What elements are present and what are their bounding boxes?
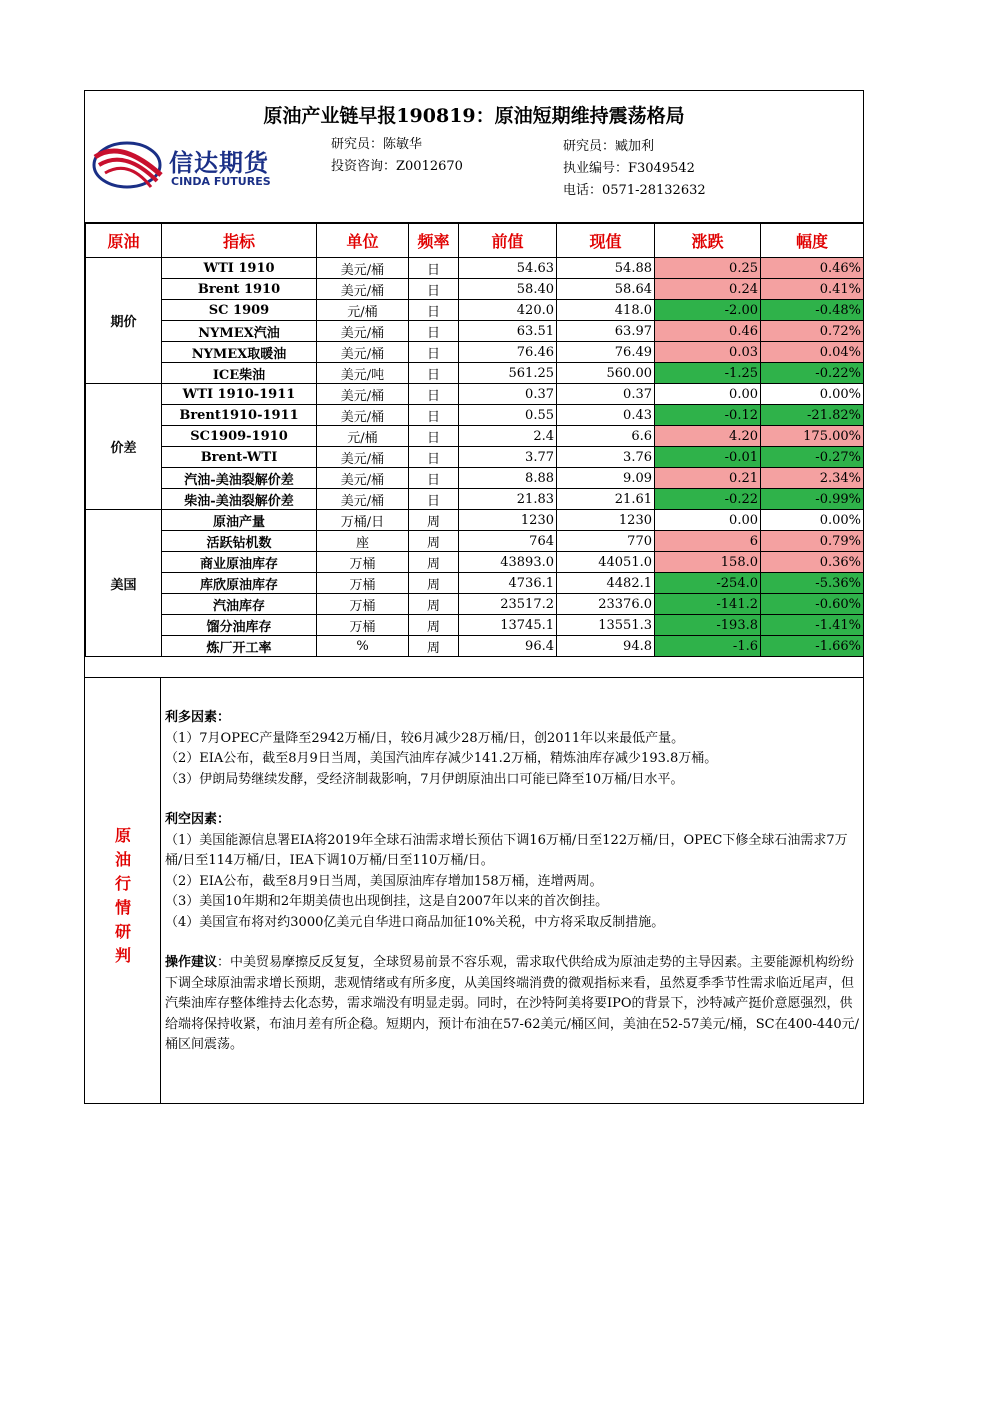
- analysis-category-label: 原油行情研判: [114, 826, 131, 965]
- header-unit: 单位: [317, 224, 409, 258]
- percent-cell: -21.82%: [761, 405, 864, 426]
- change-cell: 0.00: [655, 510, 761, 531]
- analyst-license: 执业编号：F3049542: [563, 161, 695, 176]
- table-row: [86, 468, 864, 489]
- change-cell: 0.46: [655, 321, 761, 342]
- frequency-cell: 周: [409, 615, 459, 636]
- table-body: [86, 258, 864, 657]
- category-cell: 期价: [86, 258, 162, 384]
- frequency-cell: 日: [409, 426, 459, 447]
- change-cell: 0.03: [655, 342, 761, 363]
- indicator-cell: 馏分油库存: [162, 615, 317, 636]
- change-cell: -1.25: [655, 363, 761, 384]
- indicator-cell: WTI 1910-1911: [162, 384, 317, 405]
- previous-value-cell: 63.51: [459, 321, 557, 342]
- previous-value-cell: 420.0: [459, 300, 557, 321]
- table-header-row: [86, 224, 864, 258]
- previous-value-cell: 2.4: [459, 426, 557, 447]
- analyst-name: 研究员：臧加利: [563, 139, 655, 154]
- table-row: [86, 426, 864, 447]
- category-cell: 美国: [86, 510, 162, 657]
- indicator-cell: Brent-WTI: [162, 447, 317, 468]
- change-cell: -0.01: [655, 447, 761, 468]
- percent-cell: -0.60%: [761, 594, 864, 615]
- current-value-cell: 76.49: [557, 342, 655, 363]
- indicator-cell: ICE柴油: [162, 363, 317, 384]
- change-cell: -0.22: [655, 489, 761, 510]
- logo-text: 信达期货: [169, 149, 269, 177]
- indicator-cell: 柴油-美油裂解价差: [162, 489, 317, 510]
- current-value-cell: 3.76: [557, 447, 655, 468]
- bearish-item: （1）美国能源信息署EIA将2019年全球石油需求增长预估下调16万桶/日至122万桶/日，OPEC下修全球石油需求7万桶/日至114万桶/日，IEA下调10万桶/日至110万桶/日。: [165, 832, 848, 868]
- current-value-cell: 1230: [557, 510, 655, 531]
- previous-value-cell: 4736.1: [459, 573, 557, 594]
- table-row: [86, 531, 864, 552]
- header-current: 现值: [557, 224, 655, 258]
- unit-cell: 美元/桶: [317, 447, 409, 468]
- bearish-title: 利空因素：: [165, 812, 231, 827]
- header-frequency: 频率: [409, 224, 459, 258]
- analyst-phone: 电话：0571-28132632: [563, 183, 706, 198]
- report-title: 原油产业链早报190819：原油短期维持震荡格局: [263, 105, 685, 127]
- current-value-cell: 94.8: [557, 636, 655, 657]
- frequency-cell: 日: [409, 342, 459, 363]
- frequency-cell: 周: [409, 552, 459, 573]
- change-cell: -193.8: [655, 615, 761, 636]
- frequency-cell: 日: [409, 258, 459, 279]
- percent-cell: 2.34%: [761, 468, 864, 489]
- previous-value-cell: 8.88: [459, 468, 557, 489]
- current-value-cell: 6.6: [557, 426, 655, 447]
- analyst-info-left: [331, 134, 463, 178]
- unit-cell: 万桶: [317, 594, 409, 615]
- analysis-category-cell: [85, 678, 161, 1103]
- frequency-cell: 日: [409, 405, 459, 426]
- previous-value-cell: 76.46: [459, 342, 557, 363]
- change-cell: 158.0: [655, 552, 761, 573]
- advice-title: 操作建议: [165, 955, 218, 970]
- table-row: [86, 384, 864, 405]
- percent-cell: -1.66%: [761, 636, 864, 657]
- frequency-cell: 周: [409, 636, 459, 657]
- change-cell: -141.2: [655, 594, 761, 615]
- indicator-cell: SC 1909: [162, 300, 317, 321]
- indicator-cell: 库欣原油库存: [162, 573, 317, 594]
- frequency-cell: 日: [409, 300, 459, 321]
- current-value-cell: 4482.1: [557, 573, 655, 594]
- table-row: [86, 594, 864, 615]
- unit-cell: 美元/桶: [317, 279, 409, 300]
- table-row: [86, 573, 864, 594]
- unit-cell: 座: [317, 531, 409, 552]
- unit-cell: 美元/桶: [317, 405, 409, 426]
- analysis-body: [165, 708, 859, 1056]
- current-value-cell: 21.61: [557, 489, 655, 510]
- table-row: [86, 258, 864, 279]
- report-sheet: [84, 90, 864, 1104]
- indicator-cell: 汽油库存: [162, 594, 317, 615]
- unit-cell: 万桶: [317, 573, 409, 594]
- current-value-cell: 23376.0: [557, 594, 655, 615]
- previous-value-cell: 561.25: [459, 363, 557, 384]
- table-row: [86, 510, 864, 531]
- bearish-item: （4）美国宣布将对约3000亿美元自华进口商品加征10%关税，中方将采取反制措施。: [165, 914, 665, 930]
- change-cell: -0.12: [655, 405, 761, 426]
- unit-cell: 万桶: [317, 615, 409, 636]
- header-change: 涨跌: [655, 224, 761, 258]
- indicator-cell: NYMEX汽油: [162, 321, 317, 342]
- table-row: [86, 342, 864, 363]
- unit-cell: 元/桶: [317, 426, 409, 447]
- logo-swoosh-icon: [91, 135, 167, 195]
- table-row: [86, 279, 864, 300]
- previous-value-cell: 1230: [459, 510, 557, 531]
- logo-subtext: CINDA FUTURES: [171, 175, 271, 188]
- unit-cell: 万桶: [317, 552, 409, 573]
- percent-cell: -0.48%: [761, 300, 864, 321]
- indicator-cell: Brent1910-1911: [162, 405, 317, 426]
- indicator-cell: SC1909-1910: [162, 426, 317, 447]
- table-row: [86, 636, 864, 657]
- percent-cell: 0.46%: [761, 258, 864, 279]
- header-indicator: 指标: [162, 224, 317, 258]
- indicator-cell: 原油产量: [162, 510, 317, 531]
- percent-cell: 0.79%: [761, 531, 864, 552]
- advice-text: ：中美贸易摩擦反反复复，全球贸易前景不容乐观，需求取代供给成为原油走势的主导因素。主要能源机构纷纷下调全球原油需求增长预期，悲观情绪或有所多度，从美国终端消费的微观指标来看，虽然夏季季节性需求临近尾声，但汽柴油库存整体维持去化态势，需求端没有明显走弱。同时，在沙特阿美将要IPO的背景下，沙特减产挺价意愿强烈，供给端将保持收紧，布油月差有所企稳。短期内，预计布油在57-62美元/桶区间，美油在52-57美元/桶，SC在400-440元/桶区间震荡。: [165, 955, 859, 1052]
- frequency-cell: 日: [409, 384, 459, 405]
- current-value-cell: 54.88: [557, 258, 655, 279]
- previous-value-cell: 3.77: [459, 447, 557, 468]
- change-cell: 0.00: [655, 384, 761, 405]
- unit-cell: 美元/桶: [317, 384, 409, 405]
- previous-value-cell: 54.63: [459, 258, 557, 279]
- header-previous: 前值: [459, 224, 557, 258]
- table-row: [86, 447, 864, 468]
- header-category: 原油: [86, 224, 162, 258]
- percent-cell: -0.99%: [761, 489, 864, 510]
- frequency-cell: 日: [409, 489, 459, 510]
- unit-cell: 万桶/日: [317, 510, 409, 531]
- frequency-cell: 日: [409, 468, 459, 489]
- percent-cell: 0.41%: [761, 279, 864, 300]
- frequency-cell: 周: [409, 594, 459, 615]
- change-cell: 0.24: [655, 279, 761, 300]
- company-logo: [91, 135, 281, 195]
- frequency-cell: 周: [409, 510, 459, 531]
- current-value-cell: 770: [557, 531, 655, 552]
- indicator-cell: WTI 1910: [162, 258, 317, 279]
- previous-value-cell: 43893.0: [459, 552, 557, 573]
- unit-cell: 美元/桶: [317, 321, 409, 342]
- bearish-item: （3）美国10年期和2年期美债也出现倒挂，这是自2007年以来的首次倒挂。: [165, 894, 609, 909]
- indicator-table: [85, 223, 864, 657]
- unit-cell: 美元/吨: [317, 363, 409, 384]
- indicator-cell: 汽油-美油裂解价差: [162, 468, 317, 489]
- previous-value-cell: 23517.2: [459, 594, 557, 615]
- unit-cell: 美元/桶: [317, 342, 409, 363]
- table-row: [86, 615, 864, 636]
- unit-cell: 美元/桶: [317, 489, 409, 510]
- percent-cell: -0.22%: [761, 363, 864, 384]
- percent-cell: -1.41%: [761, 615, 864, 636]
- bearish-item: （2）EIA公布，截至8月9日当周，美国原油库存增加158万桶，连增两周。: [165, 873, 603, 889]
- current-value-cell: 9.09: [557, 468, 655, 489]
- analyst-info-right: [563, 136, 706, 202]
- table-row: [86, 405, 864, 426]
- analyst-name: 研究员：陈敏华: [331, 137, 423, 152]
- percent-cell: -5.36%: [761, 573, 864, 594]
- frequency-cell: 周: [409, 573, 459, 594]
- unit-cell: 美元/桶: [317, 468, 409, 489]
- previous-value-cell: 21.83: [459, 489, 557, 510]
- bullish-item: （1）7月OPEC产量降至2942万桶/日，较6月减少28万桶/日，创2011年以来最低产量。: [165, 730, 685, 746]
- indicator-cell: 活跃钻机数: [162, 531, 317, 552]
- change-cell: 4.20: [655, 426, 761, 447]
- unit-cell: 元/桶: [317, 300, 409, 321]
- indicator-cell: NYMEX取暖油: [162, 342, 317, 363]
- current-value-cell: 63.97: [557, 321, 655, 342]
- report-header: [85, 91, 863, 223]
- bullish-item: （3）伊朗局势继续发酵，受经济制裁影响，7月伊朗原油出口可能已降至10万桶/日水平。: [165, 771, 684, 787]
- current-value-cell: 418.0: [557, 300, 655, 321]
- percent-cell: 0.04%: [761, 342, 864, 363]
- analysis-section: [85, 677, 863, 1103]
- previous-value-cell: 764: [459, 531, 557, 552]
- indicator-cell: Brent 1910: [162, 279, 317, 300]
- table-row: [86, 321, 864, 342]
- current-value-cell: 44051.0: [557, 552, 655, 573]
- advice-paragraph: [165, 953, 859, 1056]
- change-cell: 6: [655, 531, 761, 552]
- previous-value-cell: 96.4: [459, 636, 557, 657]
- percent-cell: 0.72%: [761, 321, 864, 342]
- previous-value-cell: 0.37: [459, 384, 557, 405]
- current-value-cell: 0.43: [557, 405, 655, 426]
- percent-cell: 0.00%: [761, 384, 864, 405]
- current-value-cell: 0.37: [557, 384, 655, 405]
- percent-cell: 0.36%: [761, 552, 864, 573]
- frequency-cell: 周: [409, 531, 459, 552]
- category-cell: 价差: [86, 384, 162, 510]
- table-row: [86, 552, 864, 573]
- current-value-cell: 560.00: [557, 363, 655, 384]
- analyst-consult-id: 投资咨询：Z0012670: [331, 159, 463, 174]
- indicator-cell: 商业原油库存: [162, 552, 317, 573]
- table-row: [86, 489, 864, 510]
- bullish-title: 利多因素：: [165, 710, 231, 725]
- previous-value-cell: 58.40: [459, 279, 557, 300]
- change-cell: -2.00: [655, 300, 761, 321]
- frequency-cell: 日: [409, 321, 459, 342]
- change-cell: -1.6: [655, 636, 761, 657]
- unit-cell: 美元/桶: [317, 258, 409, 279]
- previous-value-cell: 13745.1: [459, 615, 557, 636]
- bullish-item: （2）EIA公布，截至8月9日当周，美国汽油库存减少141.2万桶，精炼油库存减少193.8万桶。: [165, 751, 718, 766]
- current-value-cell: 13551.3: [557, 615, 655, 636]
- table-row: [86, 363, 864, 384]
- frequency-cell: 日: [409, 447, 459, 468]
- change-cell: 0.21: [655, 468, 761, 489]
- table-row: [86, 300, 864, 321]
- frequency-cell: 日: [409, 363, 459, 384]
- change-cell: -254.0: [655, 573, 761, 594]
- header-percent: 幅度: [761, 224, 864, 258]
- indicator-cell: 炼厂开工率: [162, 636, 317, 657]
- percent-cell: 175.00%: [761, 426, 864, 447]
- previous-value-cell: 0.55: [459, 405, 557, 426]
- percent-cell: 0.00%: [761, 510, 864, 531]
- change-cell: 0.25: [655, 258, 761, 279]
- frequency-cell: 日: [409, 279, 459, 300]
- percent-cell: -0.27%: [761, 447, 864, 468]
- current-value-cell: 58.64: [557, 279, 655, 300]
- unit-cell: %: [317, 636, 409, 657]
